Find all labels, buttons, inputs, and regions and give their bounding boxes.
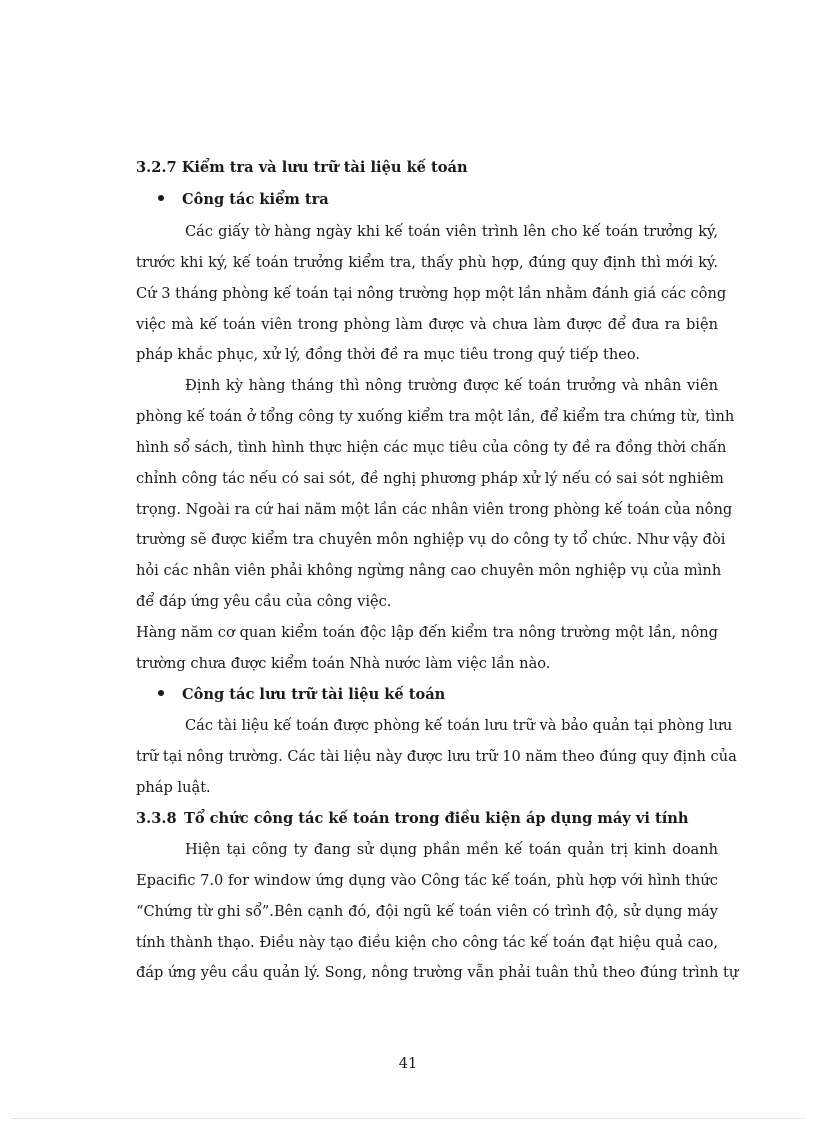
bullet-icon (158, 195, 164, 201)
paragraph-line: Các giấy tờ hàng ngày khi kế toán viên trình lên cho kế toán trưởng ký, (185, 223, 718, 240)
paragraph-line: Định kỳ hàng tháng thì nông trường được kế toán trưởng và nhân viên (185, 377, 718, 394)
paragraph-line: Hiện tại công ty đang sử dụng phần mền kế toán quản trị kinh doanh (185, 841, 718, 858)
bullet-item-kiem-tra (158, 190, 329, 210)
bullet-item-luu-tru (158, 685, 445, 705)
paragraph-line: đáp ứng yêu cầu quản lý. Song, nông trường vẫn phải tuân thủ theo đúng trình tự (136, 964, 739, 981)
bullet-label: Công tác kiểm tra (182, 191, 329, 208)
paragraph-line: việc mà kế toán viên trong phòng làm được và chưa làm được để đưa ra biện (136, 316, 718, 333)
paragraph-line: Hàng năm cơ quan kiểm toán độc lập đến kiểm tra nông trường một lần, nông (136, 624, 718, 641)
paragraph-line: pháp luật. (136, 779, 211, 796)
bullet-label: Công tác lưu trữ tài liệu kế toán (182, 686, 446, 703)
paragraph-line: trữ tại nông trường. Các tài liệu này được lưu trữ 10 năm theo đúng quy định của (136, 748, 737, 765)
paragraph-line: tính thành thạo. Điều này tạo điều kiện cho công tác kế toán đạt hiệu quả cao, (136, 934, 718, 951)
section-heading-3-3-8 (136, 809, 718, 829)
bullet-icon (158, 690, 164, 696)
paragraph-line: để đáp ứng yêu cầu của công việc. (136, 593, 392, 610)
paragraph-line: trọng. Ngoài ra cứ hai năm một lần các nhân viên trong phòng kế toán của nông (136, 501, 733, 518)
page-bottom-divider (12, 1118, 804, 1119)
paragraph-line: “Chứng từ ghi sổ”.Bên cạnh đó, đội ngũ kế toán viên có trình độ, sử dụng máy (136, 903, 718, 920)
section-title: Tổ chức công tác kế toán trong điều kiện áp dụng máy vi tính (184, 810, 689, 827)
paragraph-line: Cứ 3 tháng phòng kế toán tại nông trường họp một lần nhằm đánh giá các công (136, 285, 727, 302)
paragraph-line: hình sổ sách, tình hình thực hiện các mục tiêu của công ty đề ra đồng thời chấn (136, 439, 727, 456)
paragraph-line: trường chưa được kiểm toán Nhà nước làm việc lần nào. (136, 655, 551, 672)
paragraph-line: hỏi các nhân viên phải không ngừng nâng cao chuyên môn nghiệp vụ của mình (136, 562, 722, 579)
paragraph-line: Các tài liệu kế toán được phòng kế toán lưu trữ và bảo quản tại phòng lưu (185, 717, 733, 734)
paragraph-line: pháp khắc phục, xử lý, đồng thời đề ra mục tiêu trong quý tiếp theo. (136, 346, 641, 363)
paragraph-line: chỉnh công tác nếu có sai sót, đề nghị phương pháp xử lý nếu có sai sót nghiêm (136, 470, 724, 487)
paragraph-line: trường sẽ được kiểm tra chuyên môn nghiệp vụ do công ty tổ chức. Như vậy đòi (136, 531, 726, 548)
section-number: 3.3.8 (136, 810, 177, 827)
paragraph-line: Epacific 7.0 for window ứng dụng vào Công tác kế toán, phù hợp với hình thức (136, 872, 718, 889)
section-heading-3-2-7: 3.2.7 Kiểm tra và lưu trữ tài liệu kế toán (136, 159, 468, 176)
paragraph-line: phòng kế toán ở tổng công ty xuống kiểm tra một lần, để kiểm tra chứng từ, tình (136, 408, 735, 425)
paragraph-line: trước khi ký, kế toán trưởng kiểm tra, thấy phù hợp, đúng quy định thì mới ký. (136, 254, 718, 271)
page-number: 41 (398, 1055, 418, 1072)
